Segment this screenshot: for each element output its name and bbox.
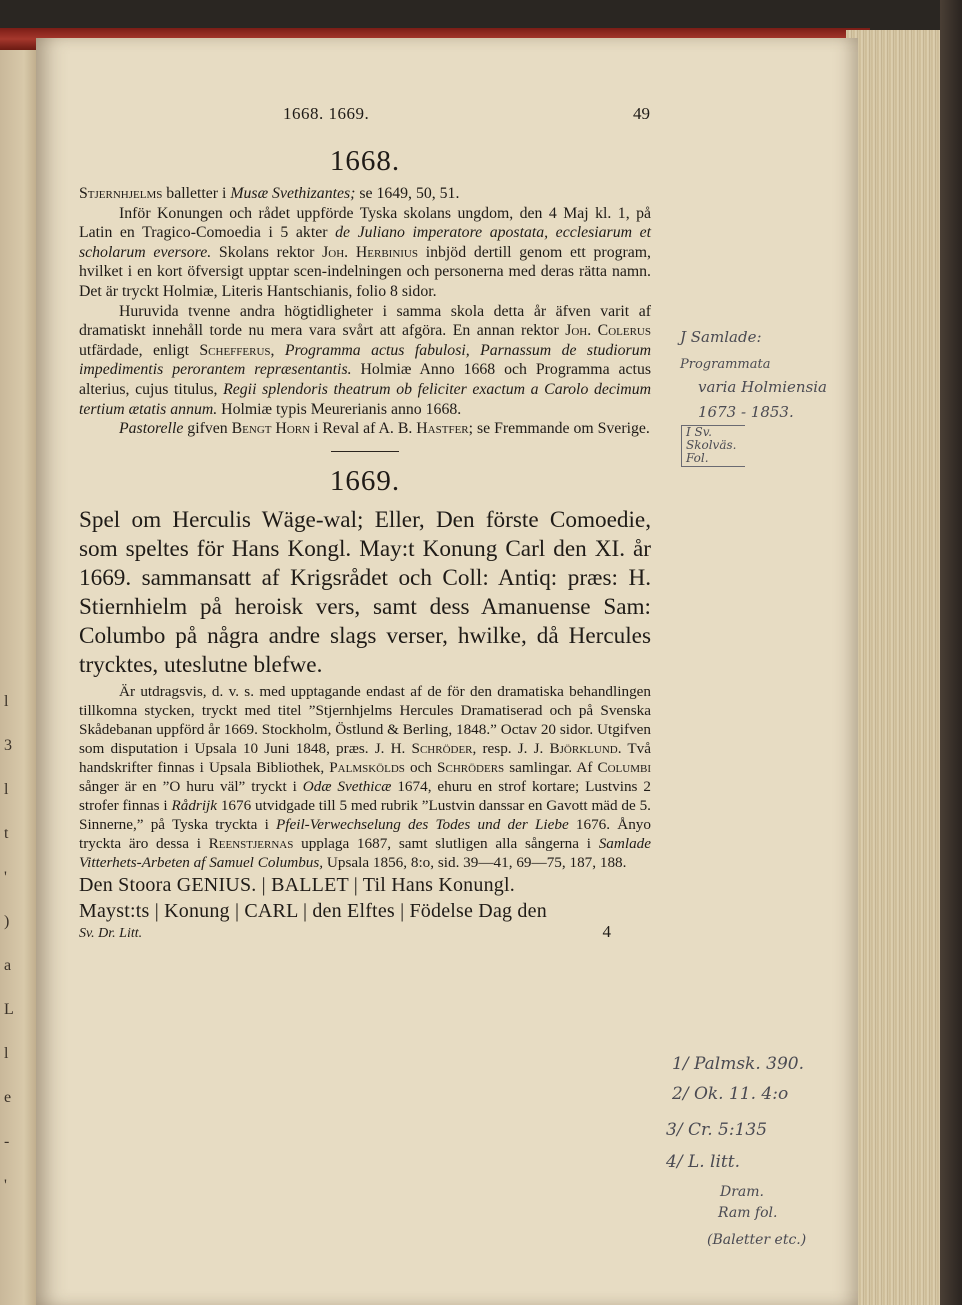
handwritten-ref-fol: Ram fol. — [718, 1205, 778, 1221]
signature-mark: Sv. Dr. Litt. — [79, 925, 143, 941]
handwritten-note-box: I Sv. Skolväs. Fol. — [681, 425, 745, 467]
handwritten-ref-dram: Dram. — [720, 1184, 764, 1200]
paragraph-pastorelle: Pastorelle gifven Bengt Horn i Reval af A. B. Hastfer; se Fremmande om Sverige. — [119, 420, 650, 438]
handwritten-ref-3: 3/ Cr. 5:135 — [666, 1120, 768, 1140]
paragraph-huruvida: Huruvida tvenne andra högtidligheter i samma skola detta år äfven varit af dramatiskt innehåll torde nu mera vara svårt att afgöra. En annan rektor Joh. Colerus utfärdade, enligt Schefferus, Programma actus fabulosi, Parnassum de studiorum impedimentis perorantem repræsentantis. Holmiæ Anno 1668 och Programma actus alterius, cujus titulus, Regii splendoris theatrum ob feliciter exactum a Carolo decimum tertium ætatis annum. Holmiæ typis Meurerianis anno 1668. — [79, 302, 652, 418]
left-facing-page — [0, 30, 40, 1305]
paragraph-utdragsvis: Är utdragsvis, d. v. s. med upptagande endast af de för den dramatiska behandlingen tillkomna stycken, tryckt med titel ”Stjernhjelms Hercules Dramatiserad och på Svenska Skådebanan uppförd år 1669. Stockholm, Östlund & Berling, 1848.” Octav 20 sidor. Utgifven som disputation i Upsala 10 Juni 1848, præs. J. H. Schröder, resp. J. J. Björklund. Två handskrifter finnas i Upsala Bibliothek, Palmskölds och Schröders samlingar. Af Columbi sånger är en ”O huru väl” tryckt i Odæ Svethicæ 1674, ehuru en strof kortare; Lustvins 2 strofer finnas i Rådrijk 1676 utvidgade till 5 med rubrik ”Lustvin danssar en Gavott mäd de 5. Sinnerne,” på Tyska tryckta i Pfeil-Verwechselung des Todes und der Liebe 1676. Ånyo tryckta äro dessa i Reenstjernas upplaga 1687, samt slutligen alla sångerna i Samlade Vitterhets-Arbeten af Samuel Columbus, Upsala 1856, 8:o, sid. 39—41, 69—75, 187, 188. — [79, 682, 652, 871]
handwritten-note-years: 1673 - 1853. — [698, 403, 794, 421]
signature-number: 4 — [602, 921, 611, 941]
handwritten-note-varia: varia Holmiensia — [698, 378, 828, 396]
year-heading-1669: 1669. — [329, 464, 401, 497]
paragraph-tragico-comoedia: Inför Konungen och rådet uppförde Tyska skolans ungdom, den 4 Maj kl. 1, på Latin en Tragico-Comoedia i 5 akter de Juliano imperatore apostata, ecclesiarum et scholarum eversore. Skolans rektor Joh. Herbinius inbjöd dertill genom ett program, hvilket i en kort öfversigt upptar scen-indelningen och personerna med deras rätta namn. Det är tryckt Holmiæ, Literis Hantschianis, folio 8 sidor. — [79, 204, 651, 300]
book-cover-edge — [940, 0, 962, 1305]
section-divider — [331, 451, 399, 452]
handwritten-note-programmata: Programmata — [680, 357, 771, 372]
fraktur-title-line-1: Den Stoora GENIUS. | BALLET | Til Hans Konungl. — [79, 873, 515, 896]
left-margin-marks: l 3 l t ' ) a L l e - ' — [4, 693, 14, 1194]
page-number: 49 — [633, 104, 650, 123]
handwritten-ref-1: 1/ Palmsk. 390. — [672, 1054, 804, 1074]
handwritten-ref-baletter: (Baletter etc.) — [707, 1232, 807, 1248]
running-head-title: 1668. 1669. — [283, 104, 370, 123]
year-heading-1668: 1668. — [329, 145, 401, 177]
fraktur-title-line-2: Mayst:ts | Konung | CARL | den Elftes | Födelse Dag den — [79, 899, 547, 922]
handwritten-note-samlade: J Samlade: — [680, 328, 762, 346]
running-head — [79, 104, 651, 130]
paragraph-stjernhjelms: Stjernhjelms balletter i Musæ Svethizantes; se 1649, 50, 51. — [79, 185, 460, 202]
herculis-title: Spel om Herculis Wäge-wal; Eller, Den förste Comoedie, som speltes för Hans Kongl. May:t Konung Carl den XI. år 1669. sammansatt af Krigsrådet och Coll: Antiq: præs: H. Stiernhielm på heroisk vers, samt dess Amanuense Sam: Columbo på några andre slags verser, hwilke, då Hercules trycktes, uteslutne blefwe. — [79, 506, 651, 678]
handwritten-ref-2: 2/ Ok. 11. 4:o — [672, 1084, 789, 1104]
page-content — [79, 104, 651, 944]
handwritten-ref-4: 4/ L. litt. — [666, 1152, 740, 1172]
signature-line — [79, 921, 651, 944]
